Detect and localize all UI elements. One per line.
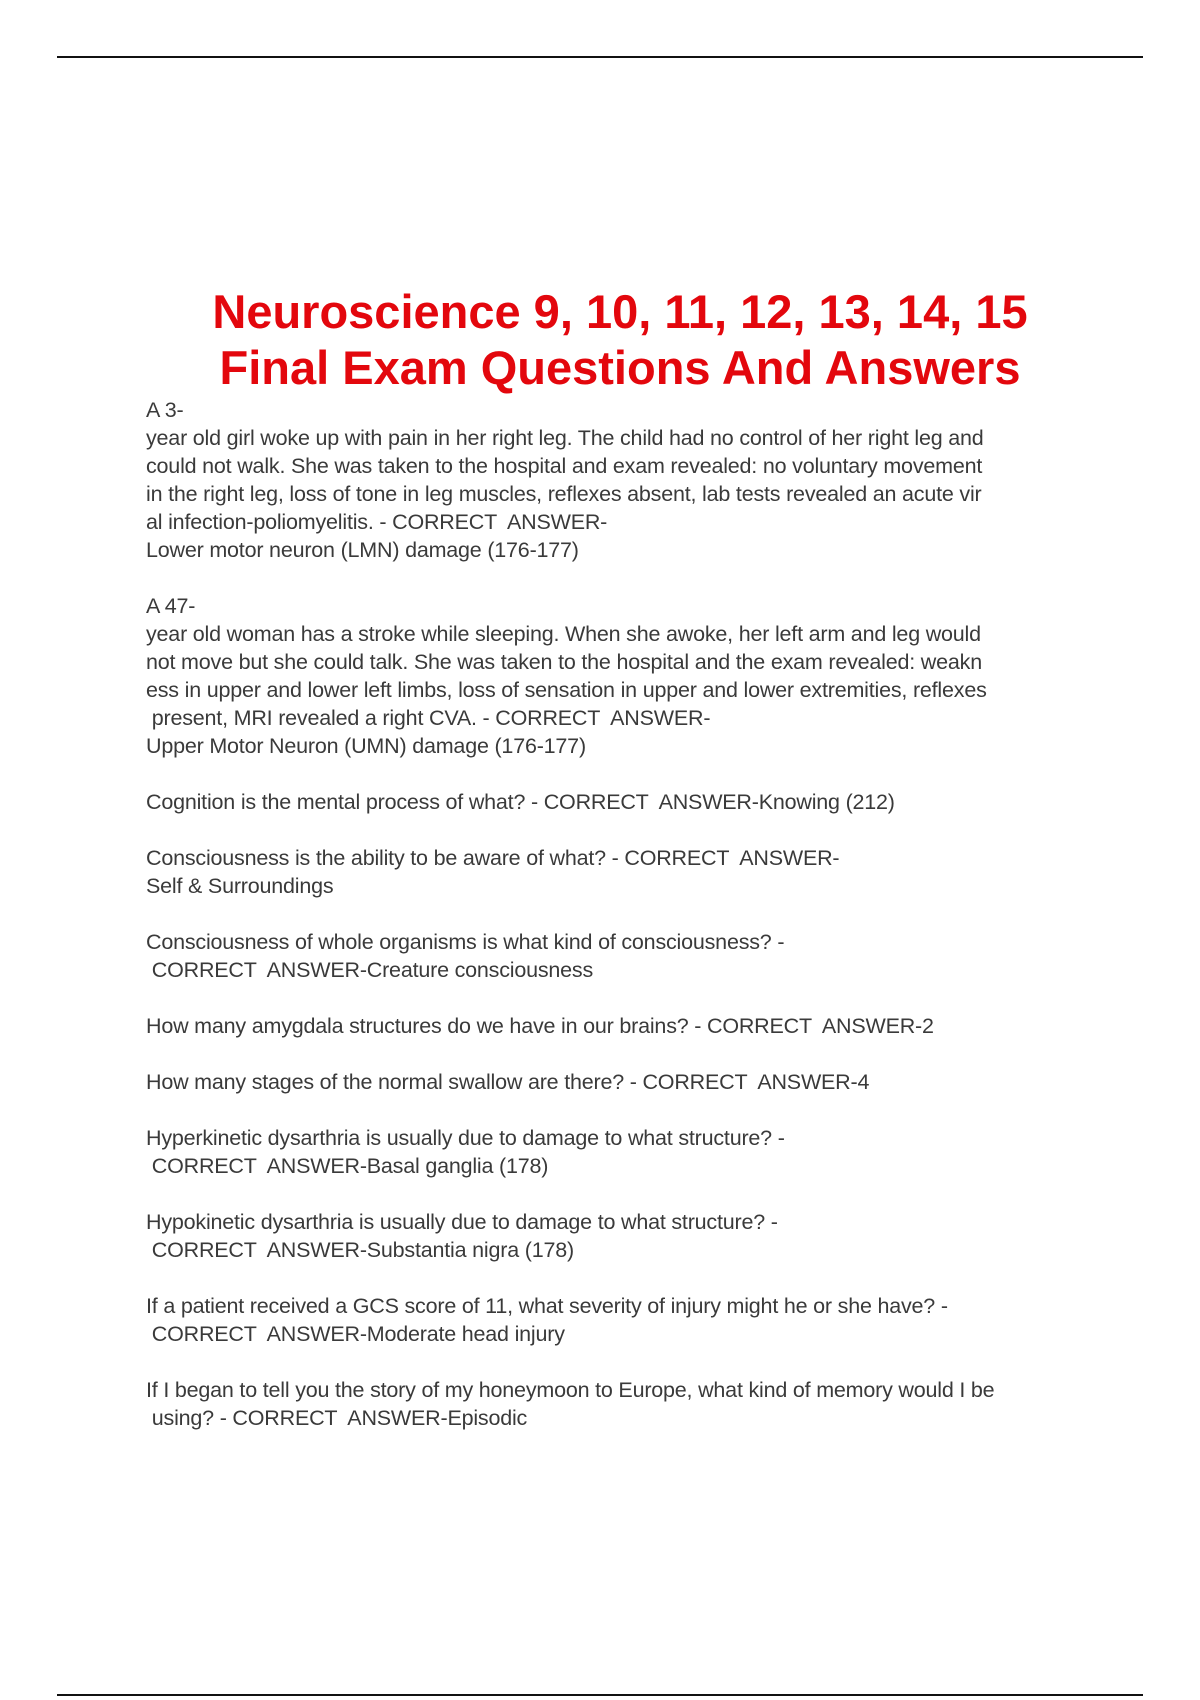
qa-line: CORRECT ANSWER-Moderate head injury xyxy=(146,1322,565,1346)
qa-line: year old woman has a stroke while sleeping. When she awoke, her left arm and leg would xyxy=(146,622,981,646)
title-line-2: Final Exam Questions And Answers xyxy=(219,341,1021,394)
qa-line: Consciousness is the ability to be aware of what? - CORRECT ANSWER- xyxy=(146,846,840,870)
qa-line: A 47- xyxy=(146,594,196,618)
qa-line: Lower motor neuron (LMN) damage (176-177) xyxy=(146,538,579,562)
qa-line: CORRECT ANSWER-Basal ganglia (178) xyxy=(146,1154,549,1178)
qa-line: Hyperkinetic dysarthria is usually due to damage to what structure? - xyxy=(146,1126,785,1150)
qa-item xyxy=(146,844,1106,900)
qa-item xyxy=(146,1124,1106,1180)
qa-line: CORRECT ANSWER-Creature consciousness xyxy=(146,958,594,982)
qa-list xyxy=(146,396,1106,1460)
qa-line: CORRECT ANSWER-Substantia nigra (178) xyxy=(146,1238,574,1262)
top-rule xyxy=(57,56,1143,58)
qa-line: Upper Motor Neuron (UMN) damage (176-177) xyxy=(146,734,586,758)
qa-line: could not walk. She was taken to the hospital and exam revealed: no voluntary movement xyxy=(146,454,983,478)
qa-line: Consciousness of whole organisms is what kind of consciousness? - xyxy=(146,930,785,954)
qa-line: not move but she could talk. She was taken to the hospital and the exam revealed: weakn xyxy=(146,650,982,674)
qa-line: in the right leg, loss of tone in leg muscles, reflexes absent, lab tests revealed an acute vir xyxy=(146,482,982,506)
qa-item xyxy=(146,1376,1106,1432)
qa-line: present, MRI revealed a right CVA. - CORRECT ANSWER- xyxy=(146,706,711,730)
qa-line: Hypokinetic dysarthria is usually due to damage to what structure? - xyxy=(146,1210,778,1234)
qa-line: Self & Surroundings xyxy=(146,874,334,898)
qa-item xyxy=(146,788,1106,816)
qa-line: Cognition is the mental process of what? - CORRECT ANSWER-Knowing (212) xyxy=(146,790,895,814)
qa-item xyxy=(146,396,1106,564)
qa-line: al infection-poliomyelitis. - CORRECT ANSWER- xyxy=(146,510,608,534)
qa-line: year old girl woke up with pain in her right leg. The child had no control of her right leg and xyxy=(146,426,984,450)
qa-line: If a patient received a GCS score of 11, what severity of injury might he or she have? - xyxy=(146,1294,948,1318)
document-title xyxy=(0,284,1200,396)
bottom-rule xyxy=(57,1694,1143,1696)
qa-line: How many amygdala structures do we have in our brains? - CORRECT ANSWER-2 xyxy=(146,1014,934,1038)
qa-item xyxy=(146,1292,1106,1348)
qa-item xyxy=(146,1068,1106,1096)
title-line-1: Neuroscience 9, 10, 11, 12, 13, 14, 15 xyxy=(212,285,1028,338)
qa-line: How many stages of the normal swallow are there? - CORRECT ANSWER-4 xyxy=(146,1070,870,1094)
qa-line: If I began to tell you the story of my honeymoon to Europe, what kind of memory would I be xyxy=(146,1378,995,1402)
qa-line: using? - CORRECT ANSWER-Episodic xyxy=(146,1406,528,1430)
qa-item xyxy=(146,928,1106,984)
qa-item xyxy=(146,592,1106,760)
qa-line: ess in upper and lower left limbs, loss of sensation in upper and lower extremities, reflexes xyxy=(146,678,987,702)
qa-line: A 3- xyxy=(146,398,184,422)
qa-item xyxy=(146,1208,1106,1264)
qa-item xyxy=(146,1012,1106,1040)
